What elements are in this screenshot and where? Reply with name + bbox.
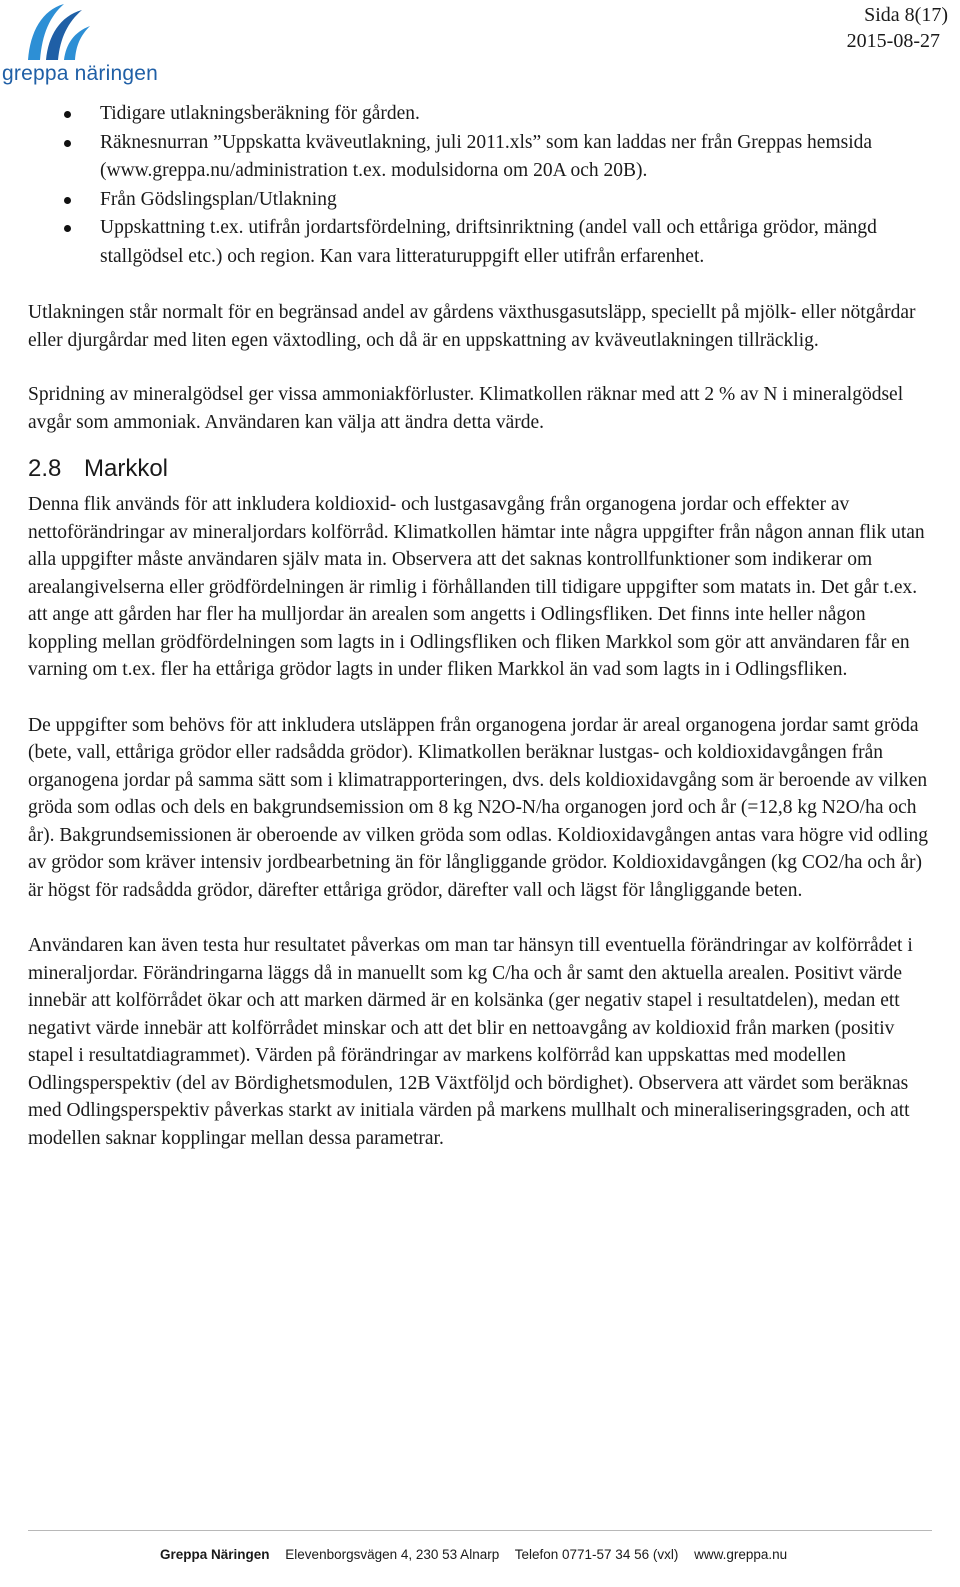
bullet-item [28, 214, 933, 271]
bullet-text: Uppskattning t.ex. utifrån jordartsfördelning, driftsinriktning (andel vall och ettåriga grödor, mängd stallgödsel etc.) och region. Kan vara litteraturuppgift eller utifrån erfarenhet. [100, 217, 877, 267]
footer-company: Greppa Näringen [160, 1547, 270, 1562]
bullet-text: Från Gödslingsplan/Utlakning [100, 188, 337, 210]
section-heading [28, 455, 933, 483]
paragraph-markkol-intro: Denna flik används för att inkludera koldioxid- och lustgasavgång från organogena jordar och effekter av nettoförändringar av mineraljordars kolförråd. Klimatkollen hämtar inte några uppgifter från någon annan flik utan alla uppgifter måste användaren själv mata in. Observera att det saknas kontrollfunktioner som indikerar om arealangivelserna eller grödfördelningen är rimlig i förhållanden till tidigare uppgifter som matats in. Det går t.ex. att ange att gården har fler ha mulljordar än arealen som angetts i Odlingsfliken. Det finns inte heller någon koppling mellan grödfördelningen som lagts in i Odlingsfliken och fliken Markkol som gör att användaren får en varning om t.ex. fler ha ettåriga grödor lagts in under fliken Markkol än vad som lagts in i Odlingsfliken. [28, 494, 925, 680]
logo-wordmark: greppa näringen [2, 62, 158, 85]
document-date: 2015-08-27 [846, 30, 940, 52]
paragraph-organogena-jordar: De uppgifter som behövs för att inkludera utsläppen från organogena jordar är areal organogena jordar samt gröda (bete, vall, ettåriga grödor eller radsådda grödor). Klimatkollen beräknar lustgas- och koldioxidavgången från organogena jordar på samma sätt som i klimatrapporteringen, dvs. dels koldioxidavgång som är beroende av vilken gröda som odlas och dels en bakgrundsemission om 8 kg N2O-N/ha organogen jord och år (=12,8 kg N2O/ha och år). Bakgrundsemissionen är oberoende av vilken gröda som odlas. Koldioxidavgången antas vara högre vid odling av grödor som kräver intensiv jordbearbetning än för långliggande grödor. Koldioxidavgången (kg CO2/ha och år) är högst för radsådda grödor, därefter ettåriga grödor, därefter vall och lägst för långliggande beten. [28, 714, 929, 901]
greppa-logo-mark-icon [24, 2, 94, 64]
footer-phone: Telefon 0771-57 34 56 (vxl) [514, 1547, 679, 1562]
bullet-icon [64, 111, 71, 118]
footer-website: www.greppa.nu [694, 1547, 788, 1562]
paragraph-utlakning: Utlakningen står normalt för en begränsad andel av gårdens växthusgasutsläpp, speciellt på mjölk- eller nötgårdar eller djurgårdar med liten egen växtodling, och då är en uppskattning av kväveutlakningen tillräcklig. [28, 302, 916, 351]
section-title: Markkol [84, 455, 169, 482]
bullet-item [28, 100, 933, 129]
bullet-item [28, 186, 933, 215]
bullet-list [28, 100, 933, 271]
paragraph-ammoniak: Spridning av mineralgödsel ger vissa ammoniakförluster. Klimatkollen räknar med att 2 % av N i mineralgödsel avgår som ammoniak. Användaren kan välja att ändra detta värde. [28, 384, 904, 433]
page-footer [160, 1547, 799, 1562]
document-body [28, 100, 933, 1152]
bullet-icon [64, 225, 71, 232]
bullet-icon [64, 197, 71, 204]
section-number: 2.8 [28, 455, 62, 482]
footer-divider [28, 1530, 932, 1531]
page-number: Sida 8(17) [864, 4, 948, 26]
paragraph-kolforrad: Användaren kan även testa hur resultatet påverkas om man tar hänsyn till eventuella förändringar av kolförrådet i mineraljordar. Förändringarna läggs då in manuellt som kg C/ha och år samt den aktuella arealen. Positivt värde innebär att kolförrådet ökar och att marken därmed är en kolsänka (ger negativ stapel i resultatdelen), medan ett negativt värde innebär att kolförrådet minskar och att det blir en nettoavgång av koldioxid från marken (positiv stapel i resultatdiagrammet). Värden på förändringar av markens kolförråd kan uppskattas med modellen Odlingsperspektiv (del av Bördighetsmodulen, 12B Växtföljd och bördighet). Observera att värdet som beräknas med Odlingsperspektiv påverkas starkt av initiala värden på markens mullhalt och mineraliseringsgraden, och att modellen saknar kopplingar mellan dessa parametrar. [28, 935, 913, 1149]
bullet-text: Räknesnurran ”Uppskatta kväveutlakning, juli 2011.xls” som kan laddas ner från Greppas hemsida (www.greppa.nu/administration t.ex. modulsidorna om 20A och 20B). [100, 131, 873, 181]
footer-address: Elevenborgsvägen 4, 230 53 Alnarp [285, 1547, 500, 1562]
greppa-logo [2, 2, 172, 92]
bullet-item [28, 129, 933, 186]
bullet-icon [64, 140, 71, 147]
bullet-text: Tidigare utlakningsberäkning för gården. [100, 103, 420, 124]
